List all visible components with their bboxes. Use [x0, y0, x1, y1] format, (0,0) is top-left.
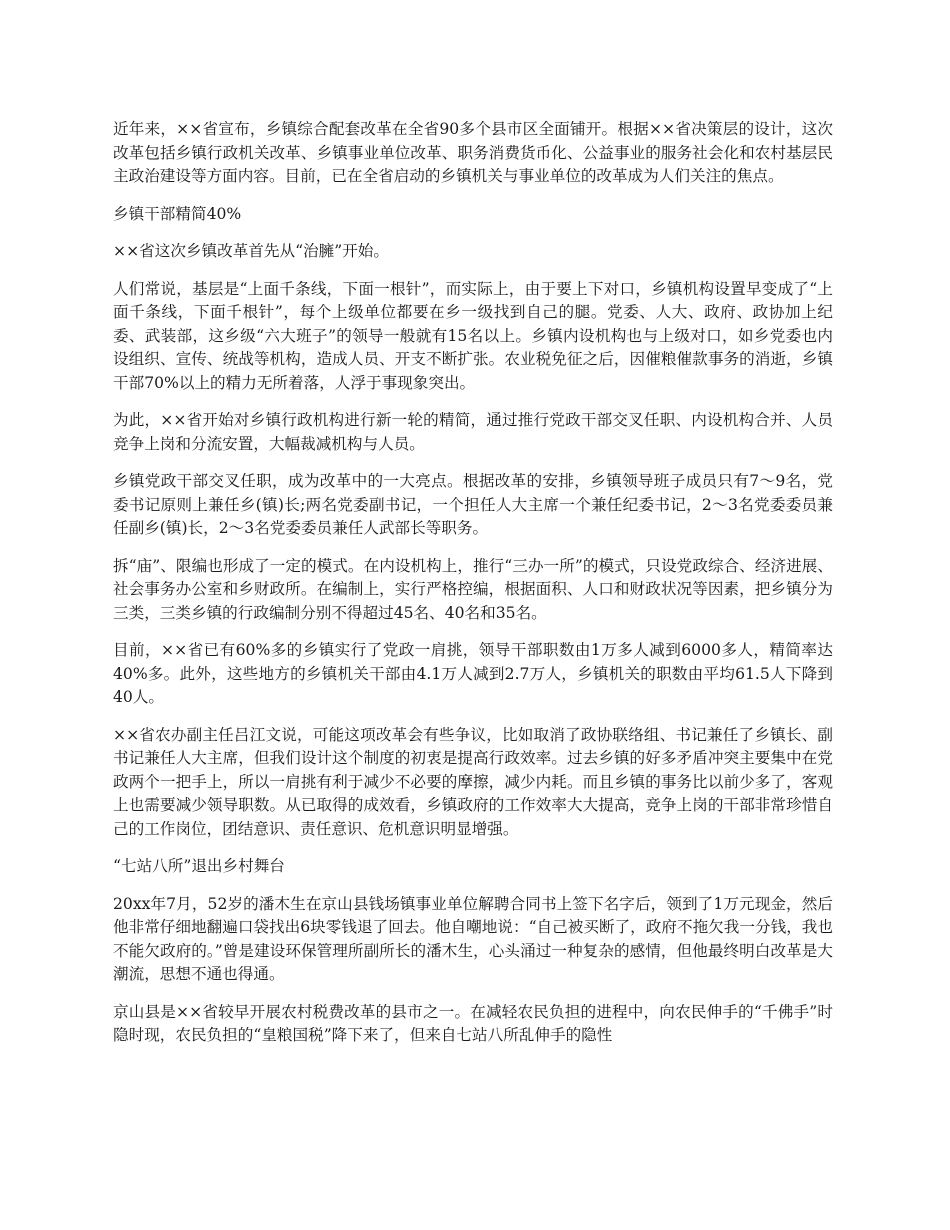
paragraph: ××省农办副主任吕江文说，可能这项改革会有些争议，比如取消了政协联络组、书记兼任了乡镇长、副书记兼任人大主席，但我们设计这个制度的初衷是提高行政效率。过去乡镇的好多矛盾冲突主要集中在党政两个一把手上，所以一肩挑有利于减少不必要的摩擦，减少内耗。而且乡镇的事务比以前少多了，客观上也需要减少领导职数。从已取得的成效看，乡镇政府的工作效率大大提高，竞争上岗的干部非常珍惜自己的工作岗位，团结意识、责任意识、危机意识明显增强。	[113, 725, 833, 838]
section-heading-cadre-reduction: 乡镇干部精简40%	[113, 204, 242, 223]
paragraph: 人们常说，基层是“上面千条线，下面一根针”，而实际上，由于要上下对口，乡镇机构设置早变成了“上面千条线，下面千根针”，每个上级单位都要在乡一级找到自己的腿。党委、人大、政府、政协加上纪委、武装部，这乡级“六大班子”的领导一般就有15名以上。乡镇内设机构也与上级对口，如乡党委也内设组织、宣传、统战等机构，造成人员、开支不断扩张。农业税免征之后，因催粮催款事务的消逝，乡镇干部70%以上的精力无所着落，人浮于事现象突出。	[113, 279, 833, 392]
paragraph-intro: 近年来，××省宣布，乡镇综合配套改革在全省90多个县市区全面铺开。根据××省决策层的设计，这次改革包括乡镇行政机关改革、乡镇事业单位改革、职务消费货币化、公益事业的服务社会化和农村基层民主政治建设等方面内容。目前，已在全省启动的乡镇机关与事业单位的改革成为人们关注的焦点。	[113, 120, 833, 185]
paragraph: 目前，××省已有60%多的乡镇实行了党政一肩挑，领导干部职数由1万多人减到6000多人，精简率达40%多。此外，这些地方的乡镇机关干部由4.1万人减到2.7万人，乡镇机关的职数由平均61.5人下降到40人。	[113, 641, 833, 706]
paragraph-truncated: 京山县是××省较早开展农村税费改革的县市之一。在减轻农民负担的进程中，向农民伸手的“千佛手”时隐时现，农民负担的“皇粮国税”降下来了，但来自七站八所乱伸手的隐性	[113, 1002, 833, 1044]
paragraph: 为此，××省开始对乡镇行政机构进行新一轮的精简，通过推行党政干部交叉任职、内设机构合并、人员竞争上岗和分流安置，大幅裁减机构与人员。	[113, 411, 833, 453]
paragraph: 20xx年7月，52岁的潘木生在京山县钱场镇事业单位解聘合同书上签下名字后，领到了1万元现金，然后他非常仔细地翻遍口袋找出6块零钱退了回去。他自嘲地说：“自己被买断了，政府不拖欠我一分钱，我也不能欠政府的。”曾是建设环保管理所副所长的潘木生，心头涌过一种复杂的感情，但他最终明白改革是大潮流，思想不通也得通。	[113, 894, 833, 983]
paragraph: 拆“庙”、限编也形成了一定的模式。在内设机构上，推行“三办一所”的模式，只设党政综合、经济进展、社会事务办公室和乡财政所。在编制上，实行严格控编，根据面积、人口和财政状况等因素，把乡镇分为三类，三类乡镇的行政编制分别不得超过45名、40名和35名。	[113, 556, 833, 622]
document-body	[113, 118, 833, 1062]
paragraph: 乡镇党政干部交叉任职，成为改革中的一大亮点。根据改革的安排，乡镇领导班子成员只有7～9名，党委书记原则上兼任乡(镇)长;两名党委副书记，一个担任人大主席一个兼任纪委书记，2～3名党委委员兼任副乡(镇)长，2～3名党委委员兼任人武部长等职务。	[113, 472, 833, 537]
section-heading-stations-exit: “七站八所”退出乡村舞台	[113, 857, 285, 875]
paragraph: ××省这次乡镇改革首先从“治臃”开始。	[113, 242, 389, 260]
